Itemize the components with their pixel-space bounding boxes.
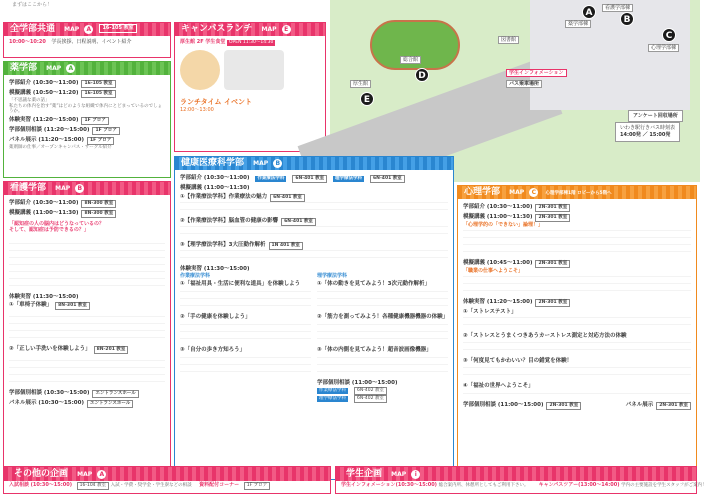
kango-lecture-title: 「認知症の人の脳内はどうなっているの？	[9, 221, 105, 227]
kango-t4: 学部個別相談 (10:30〜15:00)	[9, 390, 90, 397]
kenko-g2: 理学療法学科	[317, 272, 348, 279]
shinri-e2: ②「ストレスとうまくつきあうカーストレス測定と対応方法の体験	[463, 333, 627, 340]
gakusei-t1-desc: 総合案内所、休憩所としてもご利用下さい。	[438, 483, 529, 488]
gakusei-t1-time: (10:30〜15:00)	[395, 482, 437, 488]
yaku-t5-desc: 薬剤師の仕事／オープンキャンパス・サークル紹介	[9, 144, 112, 150]
map-label-b: 看護学部棟	[602, 4, 633, 12]
kango-item	[9, 302, 165, 310]
room-badge: 2N-301 教室	[546, 402, 581, 410]
kango-lecture-title2: そして、認知症は予防できるの？」	[9, 227, 89, 234]
gakusei-tour	[539, 482, 707, 489]
room-badge: 2N-301 教室	[535, 204, 570, 212]
room-badge: 6N-401 教室	[370, 175, 405, 183]
map-marker-a: A	[582, 5, 596, 19]
shinri-t1: 学部紹介 (10:30〜11:00)	[463, 204, 533, 210]
kenko-x1-desc	[180, 288, 311, 312]
room-badge: 16-105 教室	[99, 24, 136, 33]
bus-times: 14:00発 ／ 15:00発	[620, 132, 671, 138]
shinri-e1: ①「ストレステスト」	[463, 308, 517, 315]
lunch-event: ランチタイム イベント	[180, 98, 252, 106]
map-label-d: 総合館	[400, 56, 421, 64]
sonota-t1-time: (10:30〜15:00)	[30, 482, 73, 488]
map-label-a: 薬学部棟	[565, 20, 591, 28]
room-badge: 8N-201 教室	[94, 346, 129, 354]
room-badge: 8N-301 教室	[55, 302, 90, 310]
map-marker-c: C	[662, 28, 676, 42]
kango-item	[9, 390, 165, 398]
yaku-t3: 体験実習 (11:20〜15:00)	[9, 116, 79, 123]
room-badge: 8N-300 教室	[81, 210, 116, 218]
kenko-l2-desc	[180, 226, 448, 240]
shinri-t2-note: 「心理学的の「できない」論理！」	[463, 222, 544, 228]
section-zenkyoku	[3, 22, 171, 58]
shinri-t6: パネル展示	[625, 402, 654, 408]
cafeteria-image	[224, 50, 284, 90]
sonota-t2: 資料配付コーナー	[199, 482, 240, 488]
gakusei-t1: 学生インフォメーション	[341, 482, 396, 488]
kenko-r1: 作業療法学科	[257, 176, 285, 181]
room-badge: 16-104 教室	[77, 482, 109, 490]
kenko-y2: ②「筋力を測ってみよう！各種健康機器機器の体験」	[317, 313, 449, 320]
kenko-l3-desc	[180, 250, 448, 264]
map-marker-icon: C	[529, 188, 538, 197]
yaku-title: 薬学部	[10, 63, 38, 73]
room-badge: 2N-301 教室	[656, 402, 691, 410]
room-badge: 16-105 教室	[81, 90, 115, 98]
yaku-item	[9, 127, 165, 135]
shinri-t3-desc	[463, 275, 691, 297]
map-marker-d: D	[415, 68, 429, 82]
sonota-t1: 入試相談	[9, 482, 30, 488]
shinri-item	[463, 204, 691, 212]
gakusei-title: 学生企画	[346, 469, 383, 479]
map-label: MAP	[253, 160, 269, 167]
room-badge: 6N-402 教室	[354, 395, 387, 403]
kenko-t4-r2: 理学療法学科	[319, 395, 346, 401]
kenko-y3: ③「体の内側を見てみよう！超音波画像機器」	[317, 346, 432, 353]
kango-item	[9, 210, 165, 218]
shinri-e2-desc	[463, 340, 691, 356]
shinri-e3-desc	[463, 365, 691, 381]
kango-title: 看護学部	[10, 183, 47, 193]
survey-box	[628, 110, 683, 122]
kenko-item	[180, 218, 448, 226]
kenko-col-pt	[317, 273, 448, 403]
kenko-item	[317, 395, 448, 403]
kenko-item	[180, 242, 448, 250]
lunch-event-time: 12:00〜13:00	[180, 106, 214, 113]
kenko-r2: 理学療法学科	[335, 176, 363, 181]
gakusei-header	[336, 467, 696, 481]
kango-e1: ①「車椅子体験」	[9, 302, 53, 309]
room-badge: 1F ブロア	[92, 127, 119, 135]
sonota-t1-desc: 入試・学費・奨学金・学生寮などの相談	[110, 483, 192, 488]
map-marker-icon: E	[282, 25, 291, 34]
gakusei-t2: キャンパスツアー	[538, 482, 579, 488]
map-marker-icon: B	[273, 159, 282, 168]
kenko-y1: ①「体の動きを見てみよう！3次元動作解析」	[317, 281, 430, 287]
kenko-header	[175, 157, 453, 170]
kango-e2-desc	[9, 354, 165, 388]
room-badge: エントランスホール	[87, 400, 133, 408]
zenkyoku-title: 全学部共通	[10, 24, 56, 34]
shinri-title: 心理学部	[464, 187, 501, 197]
yaku-header	[4, 62, 170, 75]
kenko-item	[317, 387, 448, 395]
yaku-item	[9, 90, 165, 98]
map-marker-icon: B	[75, 184, 84, 193]
kenko-item	[180, 194, 448, 202]
shinri-e4-desc	[463, 390, 691, 400]
bus-box	[615, 122, 680, 142]
campus-map	[330, 0, 700, 182]
kenko-x2: ②「手の健康を体験しよう」	[180, 313, 251, 320]
zenkyoku-header	[4, 23, 170, 36]
room-badge: 2N-301 教室	[535, 299, 570, 307]
kenko-x2-desc	[180, 321, 311, 345]
kenko-x3-desc	[180, 354, 311, 378]
section-gakusei	[335, 466, 707, 494]
kenko-l1-desc	[180, 202, 448, 216]
shinri-sub: 心理学部棟1階 ロビーから5階へ	[545, 191, 612, 196]
map-marker-icon: A	[84, 25, 93, 34]
room-badge: 2N-301 教室	[535, 260, 570, 268]
yaku-desc: 私たちの体内を治す”薬”はどのような組織で体内にとどまっているのでしょうか。	[9, 103, 163, 115]
map-marker-e: E	[360, 92, 374, 106]
gakusei-t2-time: (13:00〜14:00)	[578, 482, 620, 488]
section-lunch	[174, 22, 326, 152]
kenko-y2-desc	[317, 321, 448, 345]
yaku-item	[9, 117, 165, 125]
kango-t5: パネル展示 (10:30〜15:00)	[9, 400, 84, 407]
sonota-header	[4, 467, 330, 481]
room-badge: 16-105 教室	[81, 80, 115, 88]
gakusei-t2-desc: 学内の主要施設を学生スタッフがご案内！	[621, 483, 707, 488]
gakusei-body	[336, 481, 707, 490]
kango-header	[4, 182, 170, 195]
shinri-t2: 模擬講義 (11:00〜11:30)	[463, 214, 533, 220]
map-buildings	[530, 0, 690, 110]
kenko-l3: ③【理学療法学科】3大圧動作解析	[180, 241, 266, 248]
room-badge: 6N-401 教室	[270, 194, 305, 202]
yaku-t2-note: 「不思議な薬の話」	[9, 98, 50, 103]
lunch-header	[175, 23, 325, 36]
info-icon: i	[411, 470, 420, 479]
kango-item	[9, 346, 165, 354]
kenko-columns	[180, 273, 448, 403]
yaku-item	[9, 80, 165, 88]
food-image	[180, 50, 220, 90]
kango-t1: 学部紹介 (10:30〜11:00)	[9, 200, 79, 206]
kango-t3: 体験実習 (11:30〜15:00)	[9, 293, 79, 300]
yaku-t1: 学部紹介 (10:30〜11:00)	[9, 80, 79, 86]
room-badge: 2N-301 教室	[535, 214, 570, 222]
yaku-t5: パネル展示 (11:20〜15:00)	[9, 136, 84, 143]
room-badge: 1F ブロア	[81, 117, 108, 125]
section-shinri	[457, 185, 697, 480]
room-badge: 1N 401 教室	[269, 242, 303, 250]
kango-e2: ②「正しい手洗いを体験しよう」	[9, 346, 91, 353]
kenko-l1: ①【作業療法学科】作業療法の魅力	[180, 193, 268, 200]
shinri-t2-desc	[463, 228, 691, 258]
shinri-e3: ③「何度見てもかわいい？目の錯覚を体験！	[463, 358, 573, 365]
kenko-y3-desc	[317, 354, 448, 378]
lunch-images	[180, 50, 320, 90]
map-label-lib: 図書館	[498, 36, 519, 44]
shinri-t3: 模擬講義 (10:45〜11:00)	[463, 260, 533, 267]
shinri-t4: 体験実習 (11:20〜15:00)	[463, 298, 533, 305]
map-label: MAP	[391, 471, 407, 478]
map-label-c: 心理学部棟	[648, 44, 679, 52]
shinri-item	[463, 299, 691, 307]
kango-item	[9, 400, 165, 408]
map-label: MAP	[77, 471, 93, 478]
map-marker-icon: A	[97, 470, 106, 479]
room-badge: エントランスホール	[92, 390, 138, 398]
kenko-col-ot	[180, 273, 311, 403]
yaku-t4: 学部個別相談 (11:20〜15:00)	[9, 126, 90, 133]
survey-label: アンケート回収場所	[633, 113, 678, 119]
map-bus-label: バス乗車場所	[506, 80, 542, 88]
map-label: MAP	[55, 185, 71, 192]
zenkyoku-desc: 学長挨拶、日程説明、イベント紹介	[51, 39, 132, 45]
room-badge: 6N-401 教室	[281, 218, 316, 226]
section-sonota-box	[3, 466, 331, 494]
section-yaku	[3, 61, 171, 178]
room-badge: 1F ブロア	[244, 482, 270, 490]
shinri-e1-desc	[463, 315, 691, 331]
kenko-t1: 学部紹介 (10:30〜11:00)	[180, 175, 250, 181]
section-kenko	[174, 156, 454, 480]
shinri-item	[626, 402, 691, 410]
shinri-t5: 学部個別相談 (11:00〜15:00)	[463, 402, 544, 408]
shinri-footer	[463, 400, 691, 410]
shinri-t3-note: 「職業の仕事へようこそ」	[463, 268, 524, 275]
kango-lecture-desc	[9, 237, 165, 292]
kenko-t4: 学部個別相談 (11:00〜15:00)	[317, 379, 398, 386]
bus-note: いわき駅行きバス時刻表	[620, 125, 676, 131]
shinri-header	[458, 186, 696, 199]
kenko-x3: ③「自分の歩き方知ろう」	[180, 346, 246, 353]
room-badge: 6N-402 教室	[354, 387, 387, 395]
kenko-t4-r1: 作業療法学科	[319, 387, 346, 393]
kenko-x1: ①「福祉用具・生活に便利な道具」を体験しよう	[180, 281, 301, 287]
gakusei-info	[341, 482, 529, 489]
zenkyoku-time: 10:00〜10:20	[9, 39, 46, 45]
lunch-title: キャンパスランチ	[181, 24, 253, 34]
map-label-e: 厚生館	[350, 80, 371, 88]
yaku-item	[9, 137, 165, 145]
section-kango	[3, 181, 171, 480]
sonota-body	[4, 481, 330, 491]
map-label: MAP	[64, 26, 80, 33]
map-label: MAP	[509, 189, 525, 196]
kenko-item	[180, 175, 448, 183]
room-badge: 6N-401 教室	[292, 175, 327, 183]
map-marker-icon: A	[66, 64, 75, 73]
room-badge: 1F ブロア	[87, 137, 114, 145]
map-info-label: 学生インフォメーション	[506, 69, 567, 77]
kenko-t2: 模擬講義 (11:00〜11:30)	[180, 185, 250, 191]
shinri-item	[463, 402, 581, 410]
kenko-y1-desc	[317, 288, 448, 312]
kenko-l2: ②【作業療法学科】脳血管の健康の影響	[180, 217, 279, 224]
sonota-title: その他の企画	[14, 469, 69, 479]
room-badge: 8N-300 教室	[81, 200, 116, 208]
shinri-e4: ④「福祉の世界へようこそ」	[463, 383, 534, 390]
kenko-g1: 作業療法学科	[180, 272, 211, 279]
kenko-t3: 体験実習 (11:30〜15:00)	[180, 265, 250, 272]
kango-item	[9, 200, 165, 208]
yaku-t2: 模擬講義 (10:50〜11:20)	[9, 90, 79, 96]
kenko-title: 健康医療科学部	[181, 158, 245, 168]
lunch-hours: OPEN 11:30〜14:30	[228, 40, 274, 45]
map-label: MAP	[46, 65, 62, 72]
corner-note: まずはここから！	[12, 2, 53, 8]
map-marker-b: B	[620, 12, 634, 26]
kango-t2: 模擬講義 (11:00〜11:30)	[9, 210, 79, 216]
map-label: MAP	[261, 26, 277, 33]
kango-e1-desc	[9, 310, 165, 344]
shinri-item	[463, 214, 691, 222]
lunch-place: 厚生館 2F 学生食堂	[180, 39, 226, 45]
